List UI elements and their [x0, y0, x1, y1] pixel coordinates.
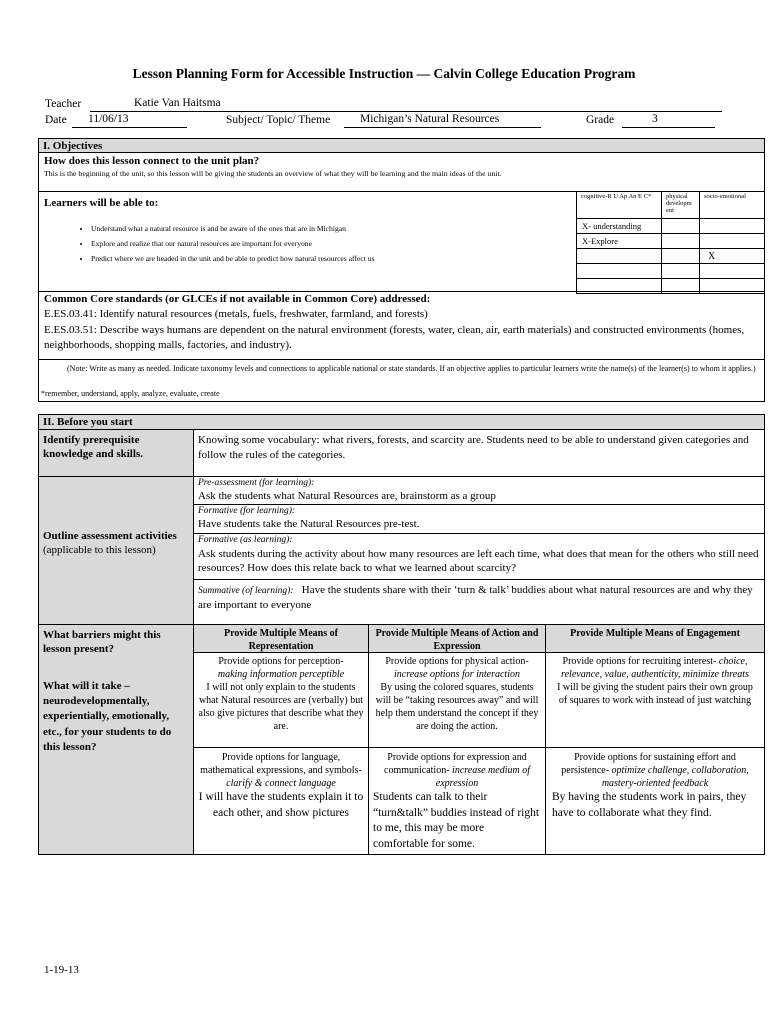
udl-header-representation: Provide Multiple Means of Representation [194, 625, 369, 653]
assessment-label-bold: Outline assessment activities [43, 530, 177, 542]
date-value: 11/06/13 [88, 113, 129, 125]
footer-date: 1-19-13 [44, 964, 79, 976]
udl-cell-perception [194, 653, 369, 748]
grade-value: 3 [652, 113, 658, 125]
udl-r2c3-prompt: Provide options for sustaining effort and persistence- [561, 752, 736, 776]
pre-assessment-text: Ask the students what Natural Resources are, brainstorm as a group [198, 489, 496, 502]
objectives-note: (Note: Write as many as needed. Indicate taxonomy levels and connections to applicable national or state standards. If an objective applies to particular learners write the name(s) of the learner(s) to whom it applies.) [67, 364, 756, 373]
formative-as-cell [194, 534, 764, 580]
connect-question: How does this lesson connect to the unit plan? [44, 155, 260, 167]
udl-r2c1-block [198, 751, 364, 790]
udl-r1c3-block [552, 655, 758, 681]
grid-cell-cognitive [577, 264, 662, 279]
grid-cell-cognitive [577, 249, 662, 264]
takes-label: What will it take – neurodevelopmentally, experientially, emotionally, etc., for your students to do this lesson? [43, 679, 172, 754]
list-item: • Predict where we are headed in the unit and be able to predict how natural resources affect us [91, 251, 611, 266]
formative-as-text: Ask students during the activity about how many resources are left each time, what does that mean for the others who still need resources? How does this relate back to what we learned about scarcity? [198, 547, 759, 575]
udl-r2c1-prompt: Provide options for language, mathematical expressions, and symbols- [200, 752, 362, 776]
grid-cell-physical [662, 249, 700, 264]
assessment-label [43, 529, 188, 558]
grid-cell-physical [662, 264, 700, 279]
grid-cell-cognitive: X-Explore [577, 234, 662, 249]
udl-r1c2-guideline: increase options for interaction [393, 669, 520, 680]
learners-label: Learners will be able to: [44, 197, 159, 209]
udl-r2c3-guideline: optimize challenge, collaboration, mastery-oriented feedback [601, 765, 749, 789]
teacher-field [90, 97, 722, 112]
prereq-label-cell [39, 430, 194, 477]
summative-label: Summative (of learning): [198, 586, 294, 596]
grid-cell-physical [662, 234, 700, 249]
udl-r1c3-guideline: choice, relevance, value, authenticity, minimize threats [561, 656, 749, 680]
udl-r2c3-response: By having the students work in pairs, they have to collaborate what they find. [552, 791, 747, 819]
standard-2: E.ES.03.51: Describe ways humans are dependent on the natural environment (forests, water, clean, air, earth materials) and constructed environments (homes, neighborhoods, shopping malls, factories, and industry). [44, 324, 745, 351]
udl-r1c1-prompt: Provide options for perception- [218, 656, 344, 667]
physical-header: physical developm ent [662, 191, 700, 219]
standard-1: E.ES.03.41: Identify natural resources (metals, fuels, freshwater, farmland, and forests) [44, 308, 428, 320]
cognitive-header: cognitive-R U Ap An E C* [577, 191, 662, 219]
list-item: • Explore and realize that our natural resources are important for everyone [91, 236, 611, 251]
subject-value: Michigan’s Natural Resources [360, 113, 500, 125]
barriers-label: What barriers might this lesson present? [43, 629, 161, 656]
udl-r2c2-guideline: increase medium of expression [435, 765, 530, 789]
udl-r1c1-response: I will not only explain to the students what Natural resources are (verbally) but also give pictures that describe what they are. [198, 682, 364, 732]
grid-cell-socio [700, 264, 765, 279]
udl-header-engagement: Provide Multiple Means of Engagement [546, 625, 764, 653]
udl-r2c2-response: Students can talk to their “turn&talk” buddies instead of right to me, this may be more comfortable for some. [373, 791, 540, 850]
divider [39, 291, 764, 292]
udl-cell-language [194, 748, 369, 854]
date-field [72, 113, 187, 128]
formative-for-label: Formative (for learning): [198, 506, 296, 516]
udl-cell-expression [369, 748, 546, 854]
summative-text: Have the students share with their ‘turn & talk’ buddies about what natural resources are and why they are important to everyone [198, 584, 753, 611]
objectives-title: I. Objectives [39, 139, 764, 153]
form-title: Lesson Planning Form for Accessible Instruction — Calvin College Education Program [132, 66, 636, 81]
formative-for-cell [194, 505, 764, 534]
prereq-cell [194, 430, 764, 477]
subject-field [344, 113, 541, 128]
subject-label: Subject/ Topic/ Theme [226, 114, 331, 126]
grade-label: Grade [586, 114, 615, 126]
grid-cell-socio: X [700, 249, 765, 264]
udl-r2c3-block [552, 751, 758, 790]
udl-r2c1-response: I will have the students explain it to each other, and show pictures [198, 791, 364, 819]
prereq-label: Identify prerequisite knowledge and skills. [43, 434, 143, 461]
udl-r1c3-prompt: Provide options for recruiting interest- [562, 656, 717, 667]
pre-assessment-cell [194, 477, 764, 505]
objectives-section [38, 138, 765, 402]
socio-header: socio-emotional [700, 191, 765, 219]
formative-as-label: Formative (as learning): [198, 535, 293, 545]
udl-r2c2-block [373, 751, 541, 790]
udl-cell-physical-action [369, 653, 546, 748]
connect-answer: This is the beginning of the unit, so this lesson will be giving the students an overview of what they will be learning and the main ideas of the unit. [44, 169, 502, 178]
udl-r1c2-prompt: Provide options for physical action- [385, 656, 529, 667]
teacher-label: Teacher [45, 98, 82, 110]
grade-field [622, 113, 715, 128]
before-title: II. Before you start [39, 415, 764, 430]
udl-r1c1-guideline: making information perceptible [217, 669, 345, 680]
divider [39, 359, 764, 360]
udl-cell-sustaining-effort [546, 748, 764, 854]
pre-assessment-label: Pre-assessment (for learning): [198, 478, 315, 488]
udl-header-action: Provide Multiple Means of Action and Expression [369, 625, 546, 653]
grid-cell-socio [700, 219, 765, 234]
udl-r2c2-prompt: Provide options for expression and communication- [384, 752, 527, 776]
taxonomy-grid [576, 191, 765, 294]
teacher-value: Katie Van Haitsma [134, 97, 221, 109]
udl-cell-recruiting-interest [546, 653, 764, 748]
prereq-text: Knowing some vocabulary: what rivers, forests, and scarcity are. Students need to be able to understand given categories and follow the rules of the categories. [198, 434, 749, 461]
assessment-label-plain: (applicable to this lesson) [43, 544, 156, 557]
grid-cell-physical [662, 219, 700, 234]
formative-for-text: Have students take the Natural Resources pre-test. [198, 517, 420, 530]
barriers-label-cell [39, 625, 194, 854]
taxonomy-footnote: *remember, understand, apply, analyze, evaluate, create [41, 389, 220, 398]
date-label: Date [45, 114, 67, 126]
summative-cell [194, 580, 764, 625]
objective-list [51, 221, 611, 266]
summative-block [198, 583, 760, 613]
udl-r1c3-response: I will be giving the student pairs their own group of squares to work with instead of just watching [557, 682, 753, 706]
list-item: • Understand what a natural resource is and be aware of the ones that are in Michigan [91, 221, 611, 236]
grid-cell-cognitive: X- understanding [577, 219, 662, 234]
before-section [38, 414, 765, 855]
standards-label: Common Core standards (or GLCEs if not available in Common Core) addressed: [44, 293, 431, 305]
grid-cell-socio [700, 234, 765, 249]
udl-r2c1-guideline: clarify & connect language [226, 778, 336, 789]
udl-r1c2-response: By using the colored squares, students will be “taking resources away” and will help them understand the concept if they are doing the action. [375, 682, 539, 732]
assessment-label-cell [39, 477, 194, 625]
